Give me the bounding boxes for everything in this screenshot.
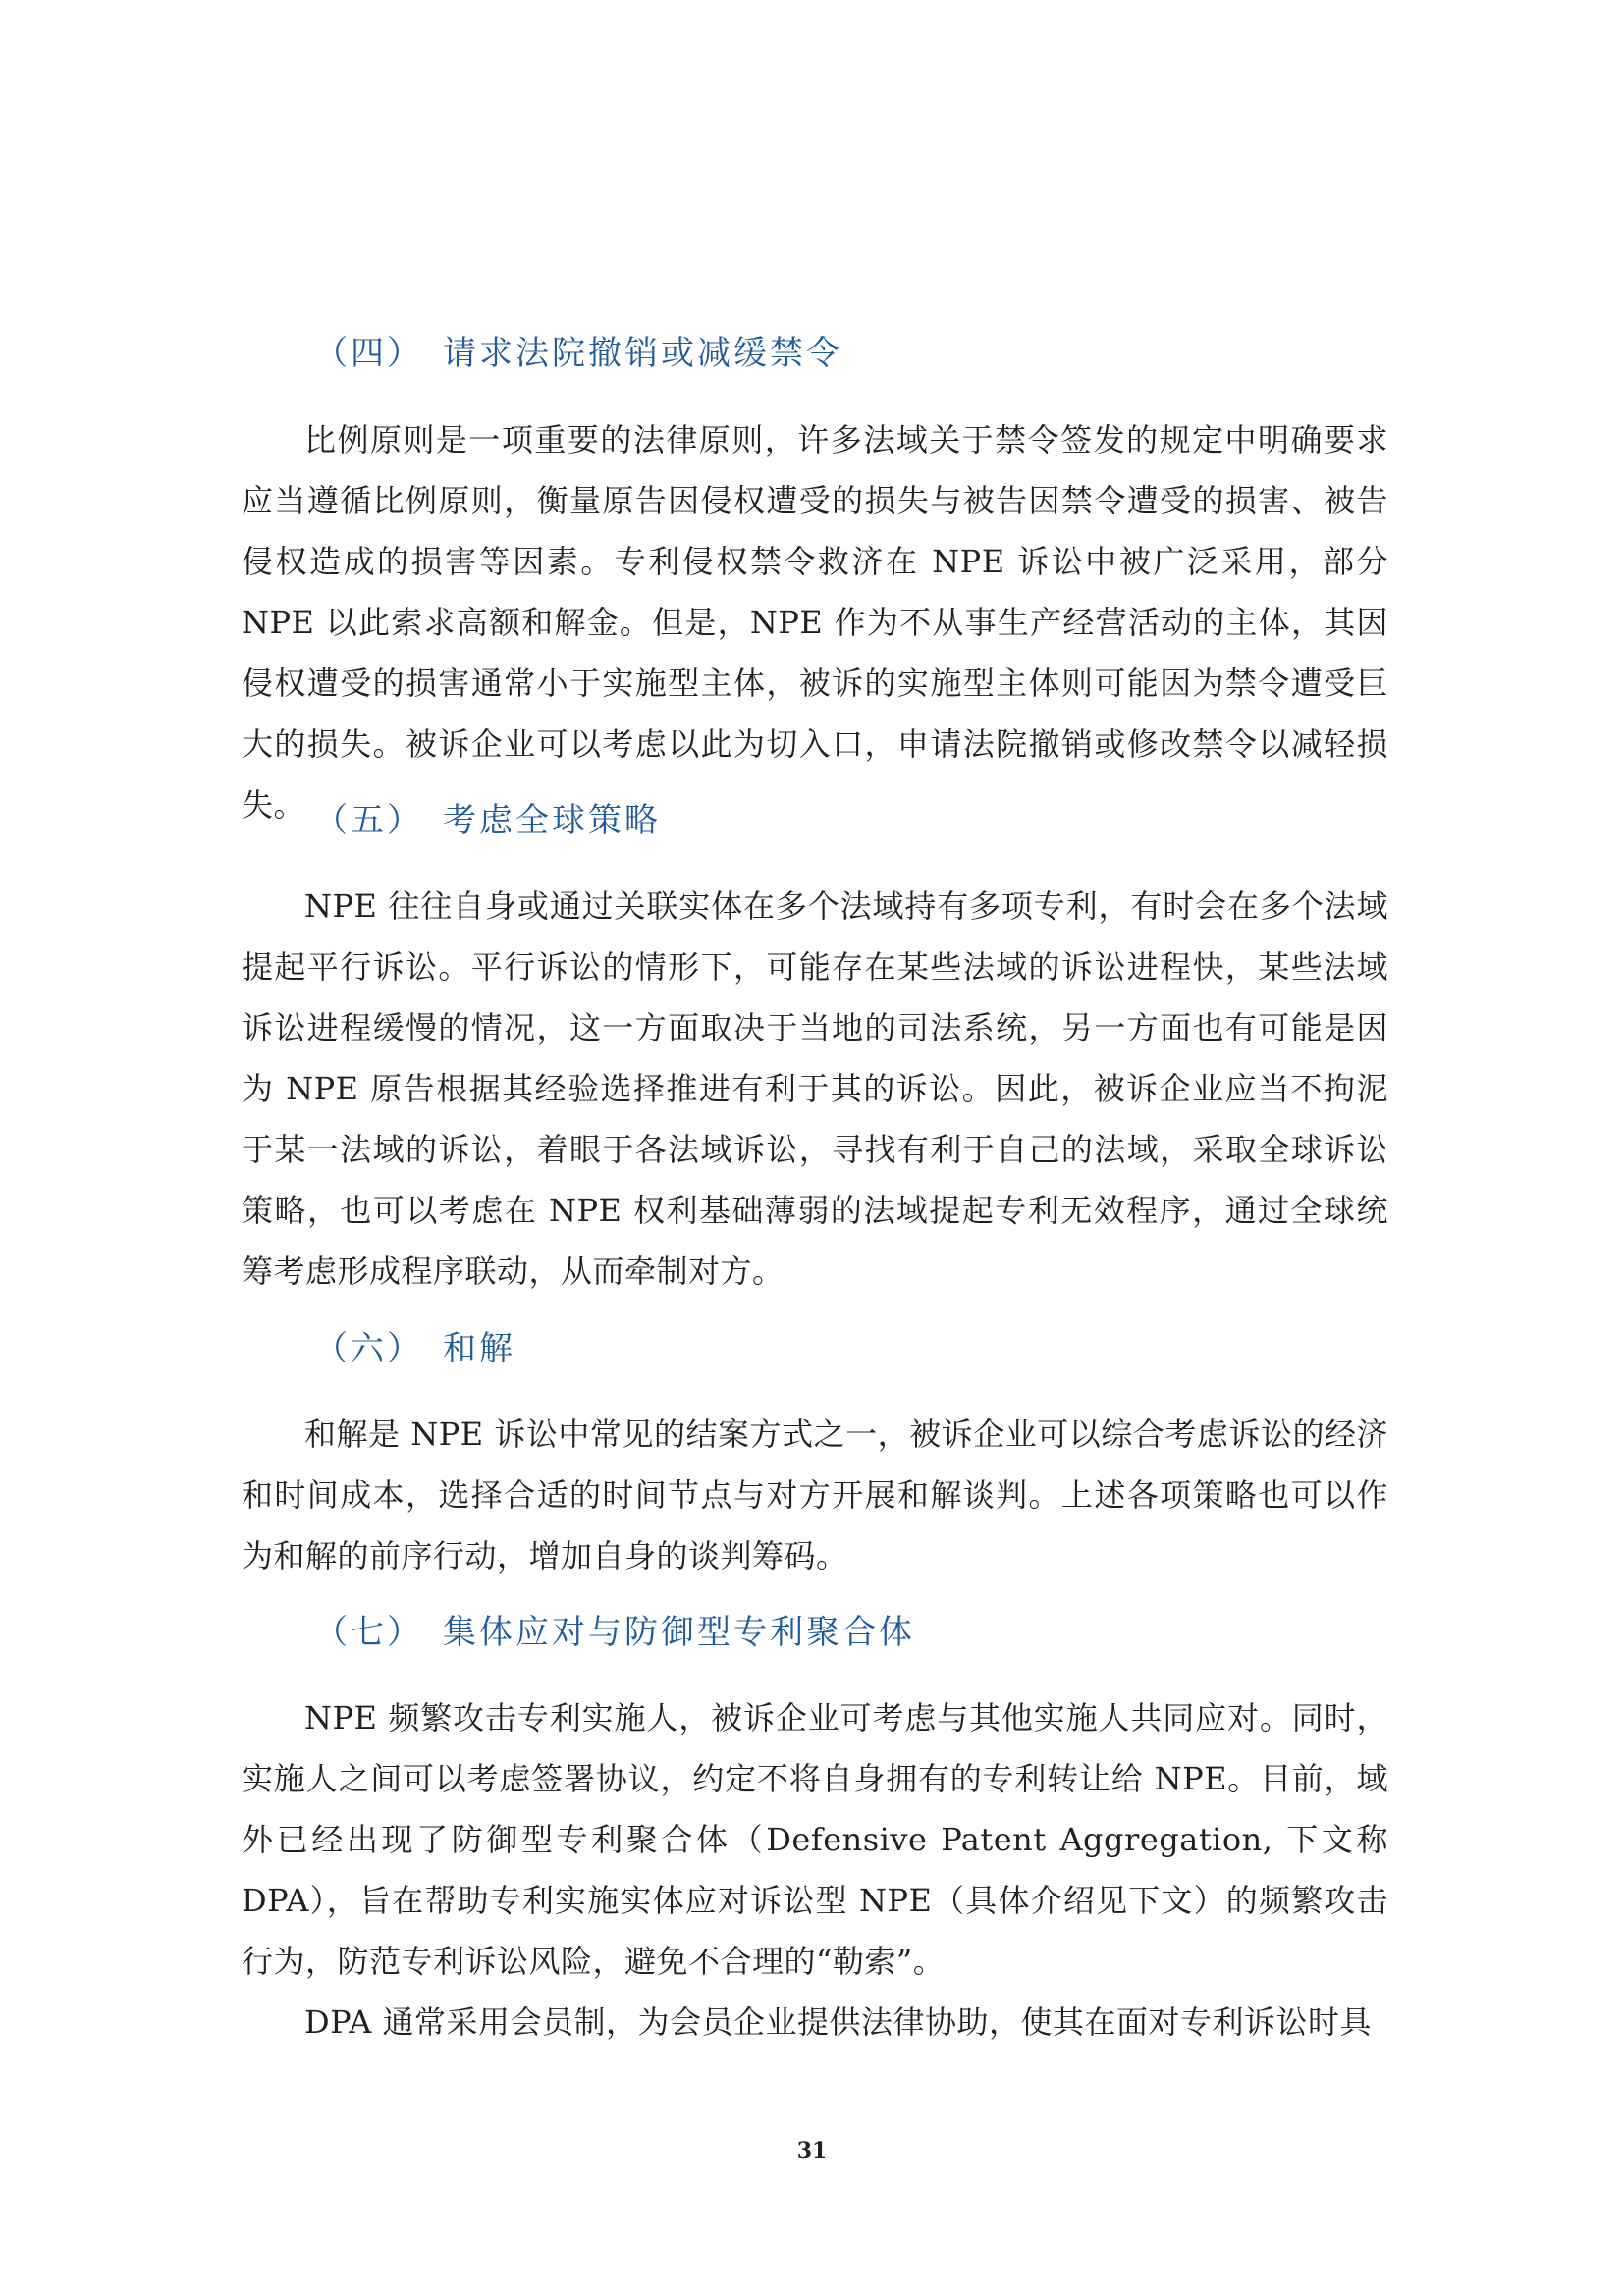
page-number: 31 bbox=[796, 2138, 828, 2163]
section-heading-5 bbox=[314, 800, 661, 841]
paragraph: NPE 往往自身或通过关联实体在多个法域持有多项专利，有时会在多个法域提起平行诉讼。平行诉讼的情形下，可能存在某些法域的诉讼进程快，某些法域诉讼进程缓慢的情况，这一方面取决于当地的司法系统，另一方面也有可能是因为 NPE 原告根据其经验选择推进有利于其的诉讼。因此，被诉企业应当不拘泥于某一法域的诉讼，着眼于各法域诉讼，寻找有利于自己的法域，采取全球诉讼策略，也可以考虑在 NPE 权利基础薄弱的法域提起专利无效程序，通过全球统筹考虑形成程序联动，从而牵制对方。 bbox=[242, 887, 1388, 1290]
heading-number: （四） bbox=[314, 334, 423, 373]
heading-number: （七） bbox=[314, 1613, 423, 1652]
section-heading-6 bbox=[314, 1328, 515, 1369]
section-heading-4 bbox=[314, 333, 842, 374]
paragraph: 比例原则是一项重要的法律原则，许多法域关于禁令签发的规定中明确要求应当遵循比例原则，衡量原告因侵权遭受的损失与被告因禁令遭受的损害、被告侵权造成的损害等因素。专利侵权禁令救济在 NPE 诉讼中被广泛采用，部分 NPE 以此索求高额和解金。但是，NPE 作为不从事生产经营活动的主体，其因侵权遭受的损害通常小于实施型主体，被诉的实施型主体则可能因为禁令遭受巨大的损失。被诉企业可以考虑以此为切入口，申请法院撤销或修改禁令以减轻损失。 bbox=[242, 421, 1388, 824]
heading-number: （五） bbox=[314, 801, 423, 840]
heading-text: 请求法院撤销或减缓禁令 bbox=[443, 334, 842, 373]
paragraph: DPA 通常采用会员制，为会员企业提供法律协助，使其在面对专利诉讼时具 bbox=[304, 2003, 1373, 2041]
heading-number: （六） bbox=[314, 1329, 423, 1368]
heading-text: 和解 bbox=[443, 1329, 515, 1368]
section-heading-7 bbox=[314, 1612, 915, 1653]
heading-text: 考虑全球策略 bbox=[443, 801, 661, 840]
paragraph: NPE 频繁攻击专利实施人，被诉企业可考虑与其他实施人共同应对。同时，实施人之间可以考虑签署协议，约定不将自身拥有的专利转让给 NPE。目前，域外已经出现了防御型专利聚合体（Defensive Patent Aggregation, 下文称 DPA），旨在帮助专利实施实体应对诉讼型 NPE（具体介绍见下文）的频繁攻击行为，防范专利诉讼风险，避免不合理的“勒索”。 bbox=[242, 1699, 1388, 1980]
heading-text: 集体应对与防御型专利聚合体 bbox=[443, 1613, 915, 1652]
paragraph: 和解是 NPE 诉讼中常见的结案方式之一，被诉企业可以综合考虑诉讼的经济和时间成本，选择合适的时间节点与对方开展和解谈判。上述各项策略也可以作为和解的前序行动，增加自身的谈判筹码。 bbox=[242, 1415, 1388, 1575]
